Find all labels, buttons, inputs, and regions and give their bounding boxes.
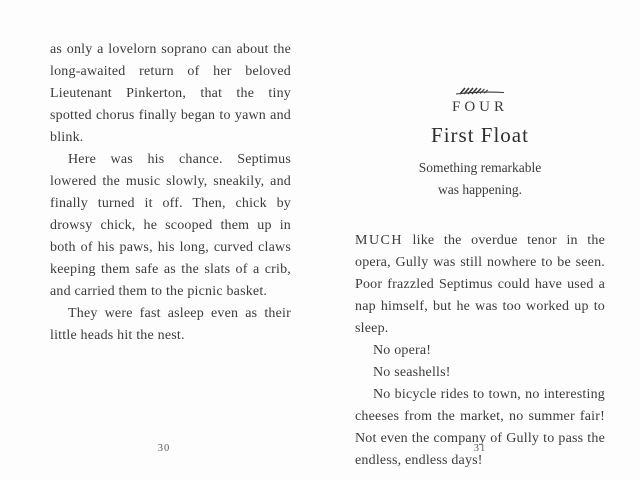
lead-word: MUCH: [355, 233, 404, 248]
chapter-subtitle: [355, 157, 605, 201]
paragraph: They were fast asleep even as their little heads hit the nest.: [50, 306, 291, 343]
chapter-subtitle-line: Something remarkable: [418, 160, 542, 175]
right-page: [355, 0, 605, 472]
chapter-heading: [355, 84, 605, 201]
paragraph: No bicycle rides to town, no interesting cheeses from the market, no summer fair! Not even the company of Gully to pass the endless, endless days!: [355, 387, 605, 468]
chapter-number: FOUR: [451, 99, 508, 115]
paragraph: No seashells!: [373, 365, 451, 380]
chapter-title: First Float: [431, 123, 529, 147]
chapter-subtitle-line: was happening.: [438, 182, 522, 197]
page-number-left: 30: [157, 443, 171, 454]
paragraph: Here was his chance. Septimus lowered the music slowly, sneakily, and finally turned it off. Then, chick by drowsy chick, he scooped them up in both of his paws, his long, curved claws keeping them safe as the slats of a crib, and carried them to the picnic basket.: [50, 152, 291, 299]
paragraph: No opera!: [373, 343, 432, 358]
right-page-body: [355, 230, 605, 472]
paragraph: [355, 230, 605, 340]
paragraph-text: like the overdue tenor in the opera, Gully was still nowhere to be seen. Poor frazzled Septimus could have used a nap himself, but he was too worked up to sleep.: [355, 233, 605, 336]
feather-ornament-icon: [355, 84, 605, 96]
paragraph: as only a lovelorn soprano can about the long-awaited return of her beloved Lieutenant Pinkerton, that the tiny spotted chorus finally began to yawn and blink.: [50, 42, 291, 145]
left-page: [50, 39, 291, 347]
page-number-right: 31: [473, 443, 487, 454]
